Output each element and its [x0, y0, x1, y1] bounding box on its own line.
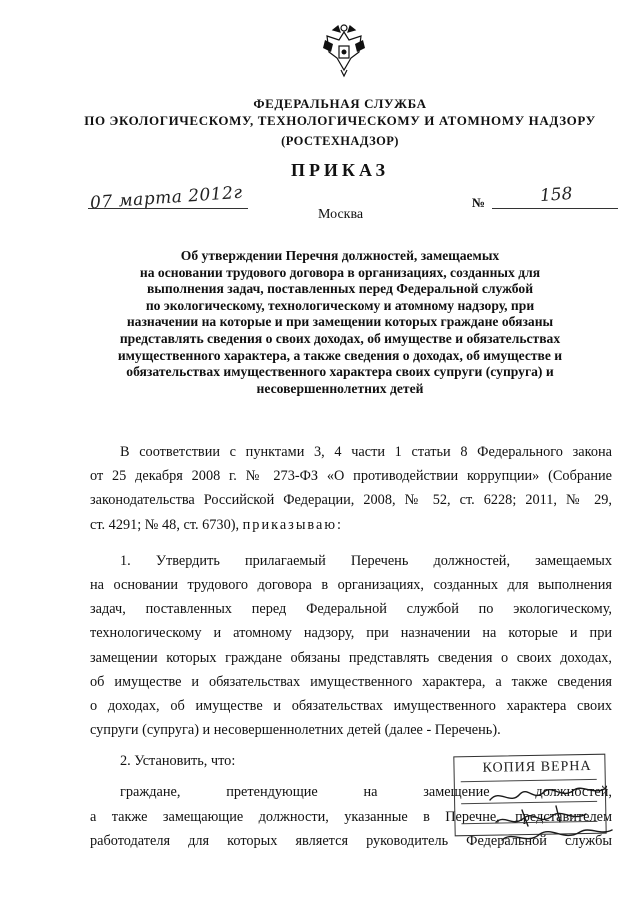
city-name: Москва	[318, 207, 364, 222]
agency-name-line2: ПО ЭКОЛОГИЧЕСКОМУ, ТЕХНОЛОГИЧЕСКОМУ И АТОМНОМУ НАДЗОРУ	[84, 113, 596, 128]
date-underline	[88, 208, 248, 209]
number-underline	[492, 208, 618, 209]
item2-title: 2. Установить, что:	[120, 753, 236, 770]
item1-line: супруги (супруга) и несовершеннолетних детей (далее - Перечень).	[90, 722, 501, 739]
item1-line: на основании трудового договора в организациях, созданных для выполнения	[90, 576, 612, 593]
order-number-handwritten: 158	[539, 183, 574, 207]
heading-line: имущественного характера, а также сведения о доходах, об имуществе и	[117, 347, 563, 363]
order-date-handwritten: 07 марта 2012г	[89, 182, 244, 214]
item1-line: об имуществе и обязательствах имущественного характера, а также сведения	[90, 673, 612, 690]
preamble-end: ст. 4291; № 48, ст. 6730),	[90, 516, 240, 533]
handwritten-signature	[482, 770, 622, 860]
agency-name-line1: ФЕДЕРАЛЬНАЯ СЛУЖБА	[253, 96, 427, 111]
item2-line: граждане, претендующие на замещение должностей,	[120, 784, 612, 801]
heading-line: Об утверждении Перечня должностей, замещаемых	[180, 248, 500, 263]
heading-line: несовершеннолетних детей	[256, 380, 424, 396]
body-line: В соответствии с пунктами 3, 4 части 1 статьи 8 Федерального закона	[120, 444, 612, 460]
number-sign: №	[472, 195, 486, 210]
stamp-title: КОПИЯ ВЕРНА	[482, 758, 592, 776]
item2-line: работодателя для которых является руководитель Федеральной службы	[90, 832, 612, 849]
order-title: ПРИКАЗ	[290, 160, 390, 180]
body-line: законодательства Российской Федерации, 2008, № 52, ст. 6228; 2011, № 29,	[90, 492, 612, 509]
item1-line: о доходах, об имуществе и обязательствах имущественного характера своих	[90, 697, 612, 714]
item1-line: 1. Утвердить прилагаемый Перечень должностей, замещаемых	[120, 552, 612, 569]
heading-line: выполнения задач, поставленных перед Федеральной службой	[146, 281, 534, 297]
heading-line: обязательствах имущественного характера своих супруги (супруга) и	[126, 364, 554, 380]
heading-line: представлять сведения о своих доходах, об имуществе и обязательствах	[119, 330, 561, 346]
order-heading	[92, 248, 588, 397]
body-line	[90, 513, 612, 537]
item1-line: задач, поставленных перед Федеральной службой по экологическому,	[90, 601, 612, 618]
item1-line: замещении которых граждане обязаны представлять сведения о своих доходах,	[90, 649, 612, 666]
item1-line: технологическому и атомному надзору, при назначении на которые и при	[90, 625, 612, 642]
heading-line: на основании трудового договора в организациях, созданных для	[139, 264, 541, 280]
agency-short-name: (РОСТЕХНАДЗОР)	[281, 134, 399, 148]
heading-line: по экологическому, технологическому и атомному надзору, при	[145, 297, 535, 313]
body-line: от 25 декабря 2008 г. № 273-ФЗ «О противодействии коррупции» (Собрание	[90, 468, 612, 485]
heading-line: назначении на которые и при замещении которых граждане обязаны	[126, 314, 554, 330]
coat-of-arms-emblem	[321, 22, 367, 78]
order-word: приказываю:	[242, 516, 343, 533]
item2-line: а также замещающие должности, указанные в Перечне, представителем	[90, 808, 612, 825]
